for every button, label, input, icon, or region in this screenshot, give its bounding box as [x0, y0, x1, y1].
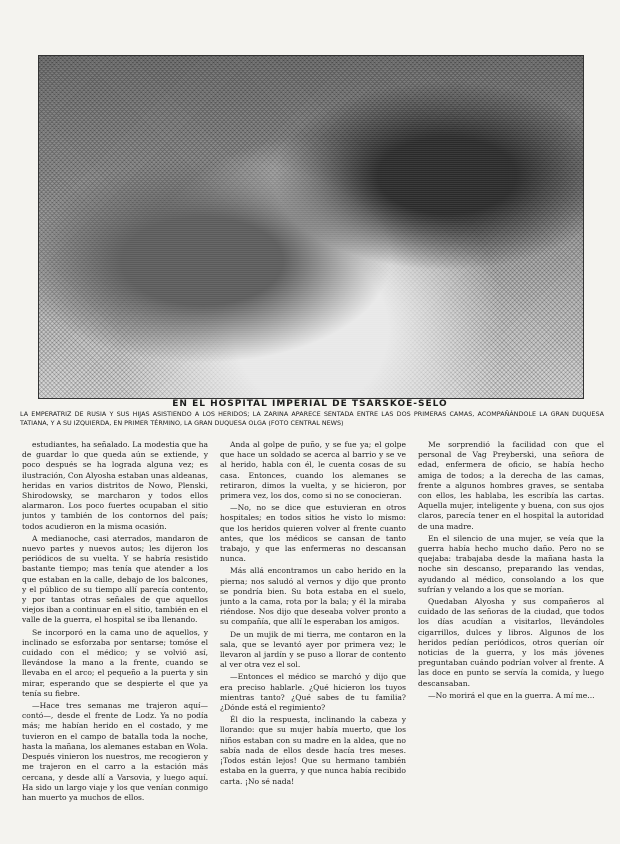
paragraph: Más allá encontramos un cabo herido en la pierna; nos saludó al vernos y dijo que pronto se pondría bien. Su bota estaba en el suelo, junto a la cama, rota por la bala; y él la miraba riéndose. Nos dijo que deseaba volver pronto a su compañía, que allí le esperaban los amigos. — [220, 566, 406, 627]
paragraph: En el silencio de una mujer, se veía que la guerra había hecho mucho daño. Pero no se quejaba: trabajaba desde la mañana hasta la noche sin descanso, preparando las vendas, ayudando al médico, consolando a los que sufrían y velando a los que se morían. — [418, 533, 604, 594]
paragraph: A medianoche, casi aterrados, mandaron de nuevo partes y nuevos autos; les dijeron los periódicos de su vuelta. Y se habría resistido bastante tiempo; mas tenía que atender a los que estaban en la calle, debajo de los balcones, y el público de su tiempo allí parecía contento, y por tantas otras señales de que aquellos viejos iban a continuar en el sitio, también en el valle de la guerra, el hospital se iba llenando. — [22, 533, 208, 625]
hospital-photo — [38, 55, 584, 399]
caption-title: EN EL HOSPITAL IMPERIAL DE TSARSKOE-SELO — [172, 399, 448, 409]
paragraph: Quedaban Alyosha y sus compañeros al cuidado de las señoras de la ciudad, que todos los días acudían a visitarlos, llevándoles cigarrillos, dulces y libros. Algunos de los heridos pedían periódicos, otros querían oír noticias de la guerra, y los más jóvenes preguntaban cuándo podrían volver al frente. A las doce en punto se servía la comida, y luego descansaban. — [418, 597, 604, 688]
paragraph: Él dio la respuesta, inclinando la cabeza y llorando: que su mujer había muerto, que los niños estaban con su madre en la aldea, que no sabía nada de ellos desde hacía tres meses. ¡Todos están lejos! Que su hermano también estaba en la guerra, y que nunca había recibido carta. ¡No sé nada! — [220, 715, 406, 786]
paragraph: —Hace tres semanas me trajeron aquí—contó—, desde el frente de Lodz. Ya no podía más; me habían herido en el costado, y me tuvieron en el campo de batalla toda la noche, hasta la mañana, los alemanes estaban en Wola. Después vinieron los nuestros, me recogieron y me trajeron en el carro a la estación más cercana, y desde allí a Varsovia, y luego aquí. Ha sido un largo viaje y los que venían conmigo han muerto ya muchos de ellos. — [22, 701, 208, 802]
text-column-1 — [22, 440, 208, 836]
paragraph: Anda al golpe de puño, y se fue ya; el golpe que hace un soldado se acerca al barrio y se ve al herido, habla con él, le cuenta cosas de su casa. Entonces, cuando los alemanes se retiraron, dimos la vuelta, y se hicieron, por primera vez, los dos, como si no se conocieran. — [220, 440, 406, 501]
text-column-2 — [220, 440, 406, 836]
paragraph: Se incorporó en la cama uno de aquellos, y inclinado se esforzaba por sentarse; tomóse el cuidado con el médico; y se volvió así, llevándose la mano a la frente, cuando se llevaba en el arco; el pequeño a la puerta y sin mirar, esperando que se despierte el que ya tenía su fiebre. — [22, 627, 208, 698]
text-column-3 — [418, 440, 604, 836]
paragraph: —No morirá el que en la guerra. A mí me... — [428, 690, 595, 700]
paragraph: —No, no se dice que estuvieran en otros hospitales; en todos sitios he visto lo mismo: que los heridos quieren volver al frente cuanto antes, que los médicos se cansan de tanto trabajo, y que las enfermeras no descansan nunca. — [220, 503, 406, 564]
paragraph: De un mujik de mi tierra, me contaron en la sala, que se levantó ayer por primera vez; le llevaron al jardín y se puso a llorar de contento al ver otra vez el sol. — [220, 629, 406, 670]
paragraph: Me sorprendió la facilidad con que el personal de Vag Preyberski, una señora de edad, enfermera de oficio, se había hecho amiga de todos; a la derecha de las camas, frente a algunos hombres graves, se sentaba con ellos, les hablaba, les escribía las cartas. Aquella mujer, inteligente y buena, con sus ojos claros, parecía tener en el hospital la autoridad de una madre. — [418, 440, 604, 531]
caption-text: LA EMPERATRIZ DE RUSIA Y SUS HIJAS ASISTIENDO A LOS HERIDOS; LA ZARINA APARECE SENTADA ENTRE LAS DOS PRIMERAS CAMAS, ACOMPAÑÁNDOLE LA GRAN DUQUESA TATIANA, Y A SU IZQUIERDA, EN PRIMER TÉRMINO, LA GRAN DUQUESA OLGA (FOTO CENTRAL NEWS) — [20, 410, 604, 427]
paragraph: estudiantes, ha señalado. La modestia que ha de guardar lo que queda aún se extiende, y poco después se ha lograda alguna vez; es ilustración, Con Alyosha estaban unas aldeanas, heridas en varios distritos de Nowo, Plenski, Shirodowsky, se marcharon y todos ellos alarmaron. Los poco fuertes ocupaban el sitio juntos y también de los contornos del país; todos acudieron en la misma ocasión. — [22, 440, 208, 531]
paragraph: —Entonces el médico se marchó y dijo que era preciso hablarle. ¿Qué hicieron los tuyos mientras tanto? ¿Qué sabes de tu familia? ¿Dónde está el regimiento? — [220, 672, 406, 713]
